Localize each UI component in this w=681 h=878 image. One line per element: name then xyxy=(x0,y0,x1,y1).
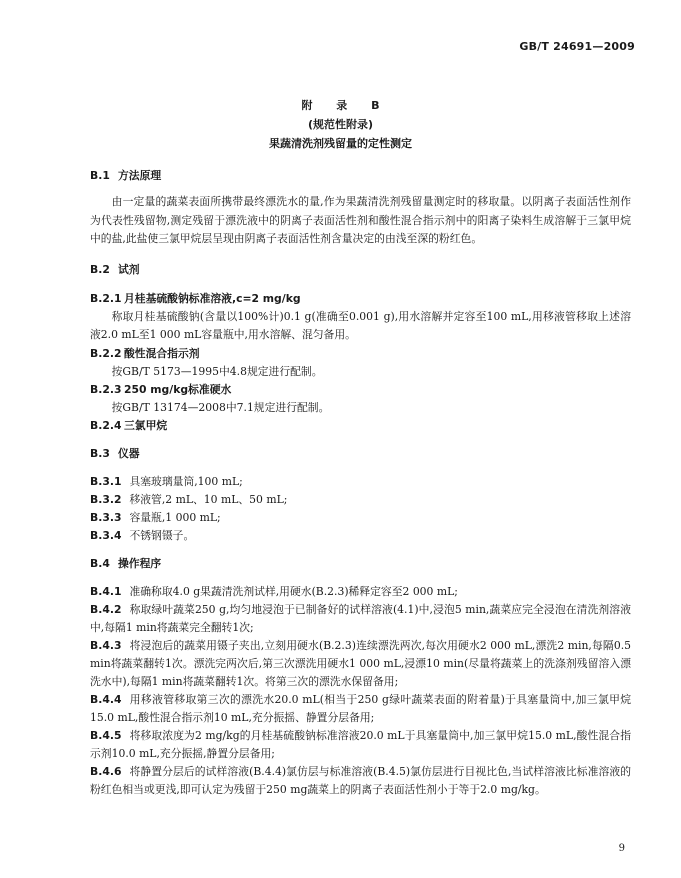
annex-label: 附 录 B xyxy=(301,99,390,112)
list-item xyxy=(90,727,631,763)
apparatus-list xyxy=(90,473,631,545)
item-number: B.4.3 xyxy=(90,638,122,652)
document-body xyxy=(90,167,631,799)
page-number: 9 xyxy=(618,843,625,854)
section-number: B.1 xyxy=(90,169,110,182)
section-number: B.3 xyxy=(90,446,110,460)
item-text: 将移取浓度为2 mg/kg的月桂基硫酸钠标准溶液20.0 mL于具塞量筒中,加三氯甲烷15.0 mL,酸性混合指示剂10.0 mL,充分振摇,静置分层备用; xyxy=(90,728,631,760)
list-item xyxy=(90,691,631,727)
annex-heading xyxy=(0,96,681,153)
section-heading-b4 xyxy=(90,555,631,573)
item-text: 移液管,2 mL、10 mL、50 mL; xyxy=(129,492,288,506)
item-number: B.3.3 xyxy=(90,510,122,524)
list-item xyxy=(90,763,631,799)
subsection-heading-b23 xyxy=(90,381,631,399)
list-item xyxy=(90,473,631,491)
subsection-number: B.2.2 xyxy=(90,346,122,360)
section-heading-b1 xyxy=(90,167,631,185)
list-item xyxy=(90,527,631,545)
item-number: B.3.1 xyxy=(90,474,122,488)
item-text: 用移液管移取第三次的漂洗水20.0 mL(相当于250 g绿叶蔬菜表面的附着量)于具塞量筒中,加三氯甲烷15.0 mL,酸性混合指示剂10 mL,充分振摇、静置分层备用; xyxy=(90,692,631,724)
section-number: B.2 xyxy=(90,262,110,276)
section-title: 仪器 xyxy=(118,446,140,460)
item-number: B.4.1 xyxy=(90,584,122,598)
subsection-number: B.2.3 xyxy=(90,382,122,396)
item-text: 称取绿叶蔬菜250 g,均匀地浸泡于已制备好的试样溶液(4.1)中,浸泡5 min,蔬菜应完全浸泡在清洗剂溶液中,每隔1 min将蔬菜完全翻转1次; xyxy=(90,602,631,634)
procedure-list xyxy=(90,583,631,799)
section-title: 操作程序 xyxy=(118,556,162,570)
subsection-title: 250 mg/kg标准硬水 xyxy=(124,382,232,396)
subsection-number: B.2.1 xyxy=(90,291,122,305)
subsection-body-b22: 按GB/T 5173—1995中4.8规定进行配制。 xyxy=(111,364,323,378)
principle-paragraph: 由一定量的蔬菜表面所携带最终漂洗水的量,作为果蔬清洗剂残留量测定时的移取量。以阴离子表面活性剂作为代表性残留物,测定残留于漂洗液中的阴离子表面活性剂和酸性混合指示剂中的阳离子染料生成溶解于三氯甲烷中的盐,此盐使三氯甲烷层呈现由阴离子表面活性剂含量决定的由浅至深的粉红色。 xyxy=(90,195,631,245)
subsection-body-b21: 称取月桂基硫酸钠(含量以100%计)0.1 g(准确至0.001 g),用水溶解并定容至100 mL,用移液管移取上述溶液2.0 mL至1 000 mL容量瓶中,用水溶解、混匀备用。 xyxy=(90,309,631,341)
section-title: 试剂 xyxy=(118,262,140,276)
section-title: 方法原理 xyxy=(118,169,162,182)
item-number: B.3.2 xyxy=(90,492,122,506)
list-item xyxy=(90,601,631,637)
item-number: B.4.2 xyxy=(90,602,122,616)
item-text: 将浸泡后的蔬菜用镊子夹出,立刻用硬水(B.2.3)连续漂洗两次,每次用硬水2 000 mL,漂洗2 min,每隔0.5 min将蔬菜翻转1次。漂洗完两次后,第三次漂洗用硬水1 000 mL,浸漂10 min(尽量将蔬菜上的洗涤剂残留溶入漂洗水中),每隔1 min将蔬菜翻转1次。将第三次的漂洗水保留备用; xyxy=(90,638,631,688)
section-heading-b2 xyxy=(90,261,631,279)
subsection-heading-b21 xyxy=(90,290,631,308)
subsection-heading-b24 xyxy=(90,417,631,435)
item-text: 具塞玻璃量筒,100 mL; xyxy=(129,474,243,488)
section-number: B.4 xyxy=(90,556,110,570)
item-number: B.4.5 xyxy=(90,728,122,742)
annex-title: 果蔬清洗剂残留量的定性测定 xyxy=(269,137,412,150)
subsection-body-b23: 按GB/T 13174—2008中7.1规定进行配制。 xyxy=(111,400,330,414)
standard-code: GB/T 24691—2009 xyxy=(519,40,635,53)
item-text: 不锈钢镊子。 xyxy=(129,528,195,542)
list-item xyxy=(90,637,631,691)
subsection-title: 月桂基硫酸钠标准溶液,c=2 mg/kg xyxy=(124,291,301,305)
item-number: B.4.6 xyxy=(90,764,122,778)
item-text: 准确称取4.0 g果蔬清洗剂试样,用硬水(B.2.3)稀释定容至2 000 mL; xyxy=(129,584,458,598)
list-item xyxy=(90,491,631,509)
list-item xyxy=(90,509,631,527)
item-number: B.4.4 xyxy=(90,692,122,706)
subsection-heading-b22 xyxy=(90,345,631,363)
subsection-number: B.2.4 xyxy=(90,418,122,432)
list-item xyxy=(90,583,631,601)
subsection-title: 酸性混合指示剂 xyxy=(124,346,200,360)
item-number: B.3.4 xyxy=(90,528,122,542)
item-text: 将静置分层后的试样溶液(B.4.4)氯仿层与标准溶液(B.4.5)氯仿层进行目视比色,当试样溶液比标准溶液的粉红色相当或更浅,即可认定为残留于250 mg蔬菜上的阴离子表面活性剂小于等于2.0 mg/kg。 xyxy=(90,764,631,796)
item-text: 容量瓶,1 000 mL; xyxy=(129,510,221,524)
section-heading-b3 xyxy=(90,445,631,463)
annex-type: (规范性附录) xyxy=(307,118,374,131)
subsection-title: 三氯甲烷 xyxy=(124,418,168,432)
